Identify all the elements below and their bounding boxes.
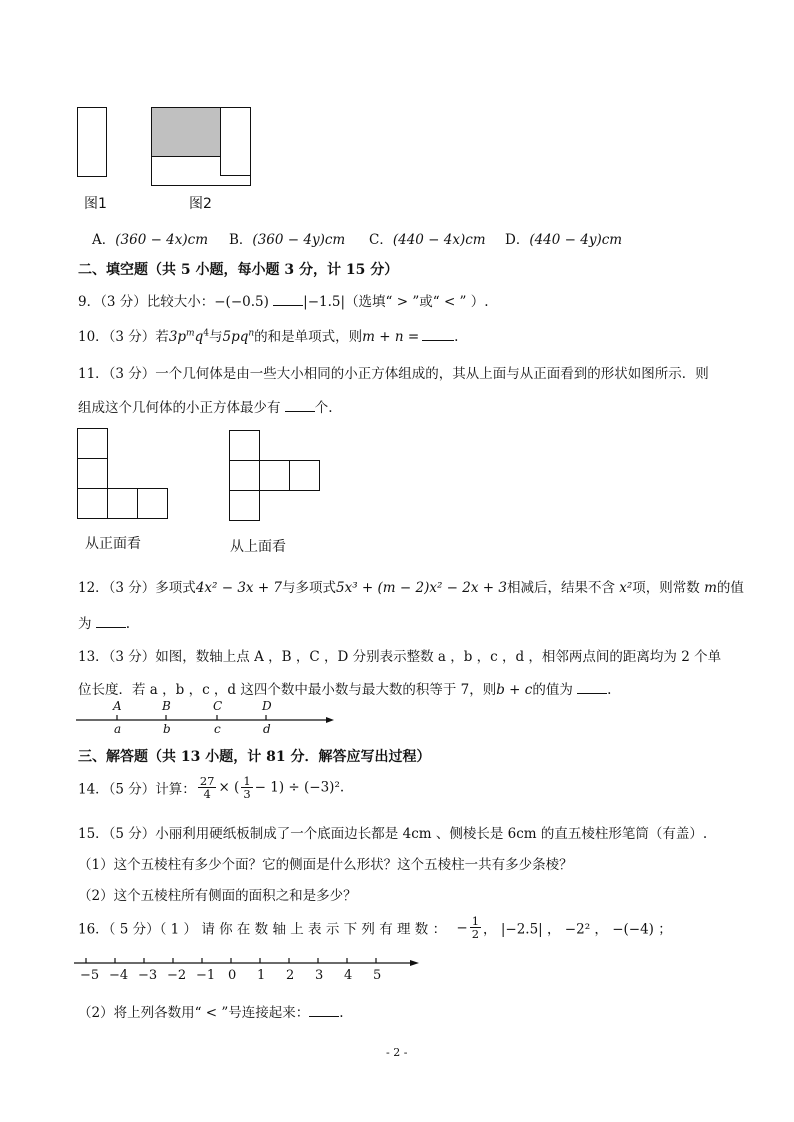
q12-suffix: 相减后，结果不含 [506, 580, 615, 596]
number-line-arrow [326, 717, 334, 723]
option-label: A． [92, 232, 116, 248]
q10-expr: m + n = [362, 329, 420, 345]
tick-label: −3 [138, 968, 158, 983]
top-view-square [259, 460, 290, 491]
q12-line1 [78, 576, 744, 596]
top-view-square [289, 460, 320, 491]
q15-sub1: （1）这个五棱柱有多少个面？它的侧面是什么形状？这个五棱柱一共有多少条棱？ [78, 857, 573, 873]
q16-line1 [78, 915, 672, 940]
q13-line1: 13．（3 分）如图，数轴上点 A ，B ，C ，D 分别表示整数 a ，b ，c ，d ，相邻两点间的距离均为 2 个单 [78, 649, 722, 665]
q14-fraction-1 [198, 775, 217, 800]
tick-label: −2 [167, 968, 187, 983]
point-label-c: C [213, 699, 223, 713]
fig1-rectangle [77, 107, 107, 177]
tick-label: 4 [344, 968, 353, 983]
q9-rhs: |−1.5| [303, 294, 346, 310]
front-view-square [137, 488, 168, 519]
tick-label: 3 [315, 968, 324, 983]
point-label-a: A [113, 699, 122, 713]
q16-answer-blank[interactable] [309, 1004, 339, 1017]
q9-answer-blank[interactable] [273, 293, 303, 306]
q10 [78, 325, 458, 345]
q8-option-c[interactable] [369, 228, 486, 248]
q15-line1: 15．（5 分）小丽利用硬纸板制成了一个底面边长都是 4cm 、侧棱长是 6cm 的直五棱柱形笔筒（有盖）. [78, 826, 708, 842]
option-expr: (440 − 4x)cm [392, 232, 486, 248]
fig2-caption: 图2 [189, 196, 212, 212]
tick-label: 1 [257, 968, 266, 983]
q16-sub2 [78, 1001, 344, 1021]
value-label-c: c [214, 722, 221, 736]
option-label: D． [505, 232, 530, 248]
front-view-square [107, 488, 138, 519]
value-label-d: d [263, 722, 271, 736]
q9-lhs: −(−0.5) [214, 294, 269, 310]
q16-fraction [470, 915, 481, 940]
fig2-small-line [220, 175, 250, 176]
q10-mid: 与 [208, 329, 223, 345]
value-label-b: b [163, 722, 171, 736]
q12-line2 [78, 612, 130, 632]
q10-term1-exp: m [186, 328, 195, 339]
top-view-square [229, 460, 260, 491]
fig2-vertical-strip-line [220, 108, 221, 176]
section2-title: 二、填空题（共 5 小题，每小题 3 分，计 15 分） [78, 262, 399, 278]
q14-fraction-2 [241, 775, 252, 800]
fig1-caption: 图1 [84, 196, 107, 212]
section3-title: 三、解答题（共 13 小题，计 81 分．解答应写出过程） [78, 749, 431, 765]
number-line-ticks [86, 958, 376, 963]
q10-term2-exp: n [248, 328, 255, 339]
tick-label: −5 [80, 968, 100, 983]
front-view-caption: 从正面看 [85, 536, 141, 552]
q14-end: . [339, 779, 345, 796]
tick-label: 5 [373, 968, 382, 983]
fraction-denominator: 2 [471, 927, 480, 941]
q14-mid2: − 1) ÷ (−3)² [254, 779, 340, 796]
q8-option-b[interactable] [229, 228, 345, 248]
fraction-numerator: 27 [199, 774, 215, 788]
q11-answer-blank[interactable] [285, 399, 315, 412]
q9-prefix: 9．（3 分）比较大小： [78, 294, 215, 310]
q9-suffix: （选填“ > ”或“ < ” ）. [345, 294, 489, 310]
q10-term2: 5pq [222, 329, 249, 345]
value-label-a: a [114, 722, 122, 736]
q12-answer-blank[interactable] [96, 615, 126, 628]
number-line-arrow [410, 960, 419, 966]
top-view-square [229, 490, 260, 521]
tick-label: −4 [109, 968, 129, 983]
fraction-numerator: 1 [243, 774, 251, 788]
q9 [78, 290, 489, 310]
q12-poly2: 5x³ + (m − 2)x² − 2x + 3 [336, 580, 507, 596]
q12-var: m [704, 580, 717, 596]
option-expr: (440 − 4y)cm [529, 232, 623, 248]
q12-suffix2: 项，则常数 [632, 580, 700, 596]
q12-mid: 与多项式 [282, 580, 337, 596]
q13-line2 [78, 678, 611, 698]
option-label: C． [369, 232, 393, 248]
q11-line2b: 个. [314, 400, 333, 416]
q12-line2a: 为 [78, 616, 92, 632]
q8-option-d[interactable] [505, 228, 622, 248]
q14-mid1: × ( [218, 779, 240, 796]
fig2-shaded-region [152, 108, 221, 157]
q16-prefix: 16．（ 5 分）（ 1 ） 请 你 在 数 轴 上 表 示 下 列 有 理 数 ： [78, 921, 447, 938]
front-view-square [77, 458, 108, 489]
q16-n1-sign: − [456, 919, 468, 936]
q10-term1-b: q [194, 329, 204, 345]
top-view-caption: 从上面看 [230, 539, 286, 555]
point-label-b: B [162, 699, 171, 713]
q10-prefix: 10．（3 分）若 [78, 329, 169, 345]
q12-suffix3: 的值 [716, 580, 744, 596]
tick-label: −1 [196, 968, 216, 983]
q12-line2b: . [125, 616, 131, 632]
q16-sub2b: . [339, 1005, 344, 1021]
option-label: B． [229, 232, 253, 248]
q10-suffix: 的和是单项式，则 [254, 329, 363, 345]
front-view-square [77, 428, 108, 459]
q13-answer-blank[interactable] [577, 681, 607, 694]
q13-line2c: 的值为 [532, 682, 573, 698]
q12-prefix: 12．（3 分）多项式 [78, 580, 196, 596]
q10-end: . [454, 329, 459, 345]
q8-option-a[interactable] [92, 228, 208, 248]
q12-poly1: 4x² − 3x + 7 [195, 580, 283, 596]
q15-sub2: （2）这个五棱柱所有侧面的面积之和是多少？ [78, 888, 357, 904]
q13-line2d: . [607, 682, 612, 698]
q11-line1: 11．（3 分）一个几何体是由一些大小相同的小正方体组成的，其从上面与从正面看到的形状如图所示．则 [78, 366, 709, 382]
q12-term: x² [619, 580, 633, 596]
q14-prefix: 14．（5 分）计算： [78, 781, 196, 798]
option-expr: (360 − 4y)cm [252, 232, 346, 248]
point-label-d: D [262, 699, 272, 713]
q11-line2 [78, 396, 333, 416]
q13-line2b: b + c [496, 682, 533, 698]
q16-sub2a: （2）将上列各数用“ < ”号连接起来： [78, 1005, 310, 1021]
fraction-numerator: 1 [471, 914, 480, 928]
q10-term1: 3p [168, 329, 187, 345]
option-expr: (360 − 4x)cm [115, 232, 209, 248]
q10-answer-blank[interactable] [422, 328, 454, 341]
fraction-denominator: 3 [243, 787, 251, 801]
tick-label: 0 [228, 968, 237, 983]
q11-line2a: 组成这个几何体的小正方体最少有 [78, 400, 281, 416]
front-view-square [77, 488, 108, 519]
q16-numbers: ， |−2.5| ， −2² ， −(−4) ； [483, 921, 672, 938]
tick-label: 2 [286, 968, 295, 983]
top-view-square [229, 430, 260, 461]
q13-line2a: 位长度．若 a ，b ，c ，d 这四个数中最小数与最大数的积等于 7，则 [78, 682, 497, 698]
q10-term1-b-exp: 4 [203, 328, 209, 339]
fraction-denominator: 4 [203, 787, 211, 801]
page-number: - 2 - [386, 1046, 408, 1059]
q14 [78, 775, 344, 800]
